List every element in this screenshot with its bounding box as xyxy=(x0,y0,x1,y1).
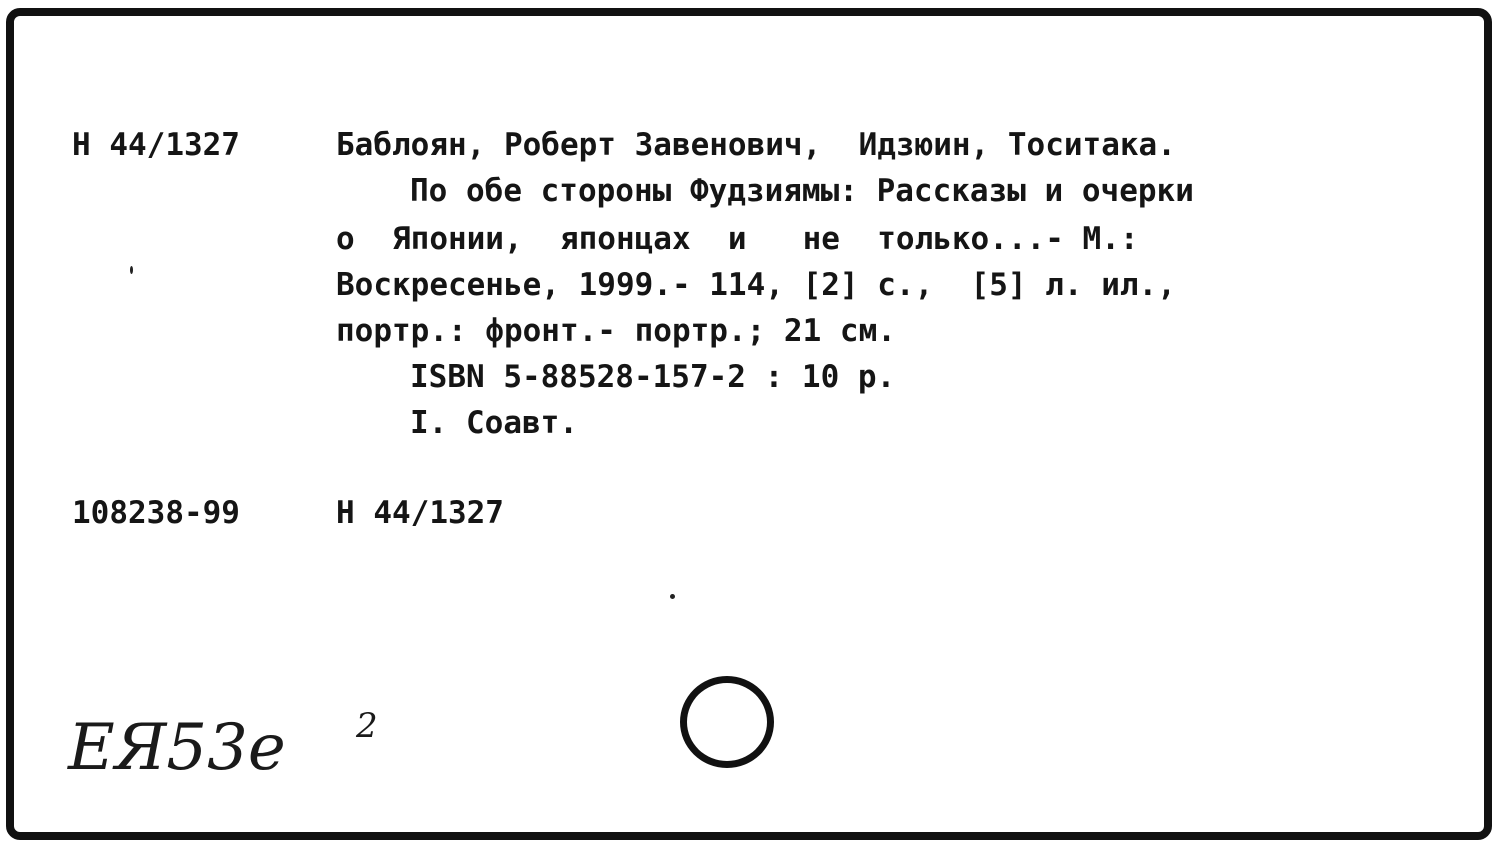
title-line-2: о Японии, японцах и не только...- М.: xyxy=(336,221,1139,257)
imprint-line: Воскресенье, 1999.- 114, [2] с., [5] л. ил., xyxy=(336,267,1176,303)
call-number-bottom: Н 44/1327 xyxy=(336,495,504,531)
card-punch-hole xyxy=(680,676,774,768)
handwritten-code: ЕЯ53е xyxy=(68,711,286,785)
author-line: Баблоян, Роберт Завенович, Идзюин, Тоситака. xyxy=(336,127,1176,163)
ink-speck xyxy=(670,594,675,599)
accession-number: 108238-99 xyxy=(72,495,240,531)
ink-speck xyxy=(130,266,133,274)
physical-description-line: портр.: фронт.- портр.; 21 см. xyxy=(336,313,896,349)
handwritten-superscript: 2 xyxy=(356,706,378,746)
coauthor-line: I. Соавт. xyxy=(410,405,578,441)
call-number-top: Н 44/1327 xyxy=(72,127,240,163)
isbn-line: ISBN 5-88528-157-2 : 10 р. xyxy=(410,359,896,395)
title-line-1: По обе стороны Фудзиямы: Рассказы и очерки xyxy=(410,173,1194,209)
